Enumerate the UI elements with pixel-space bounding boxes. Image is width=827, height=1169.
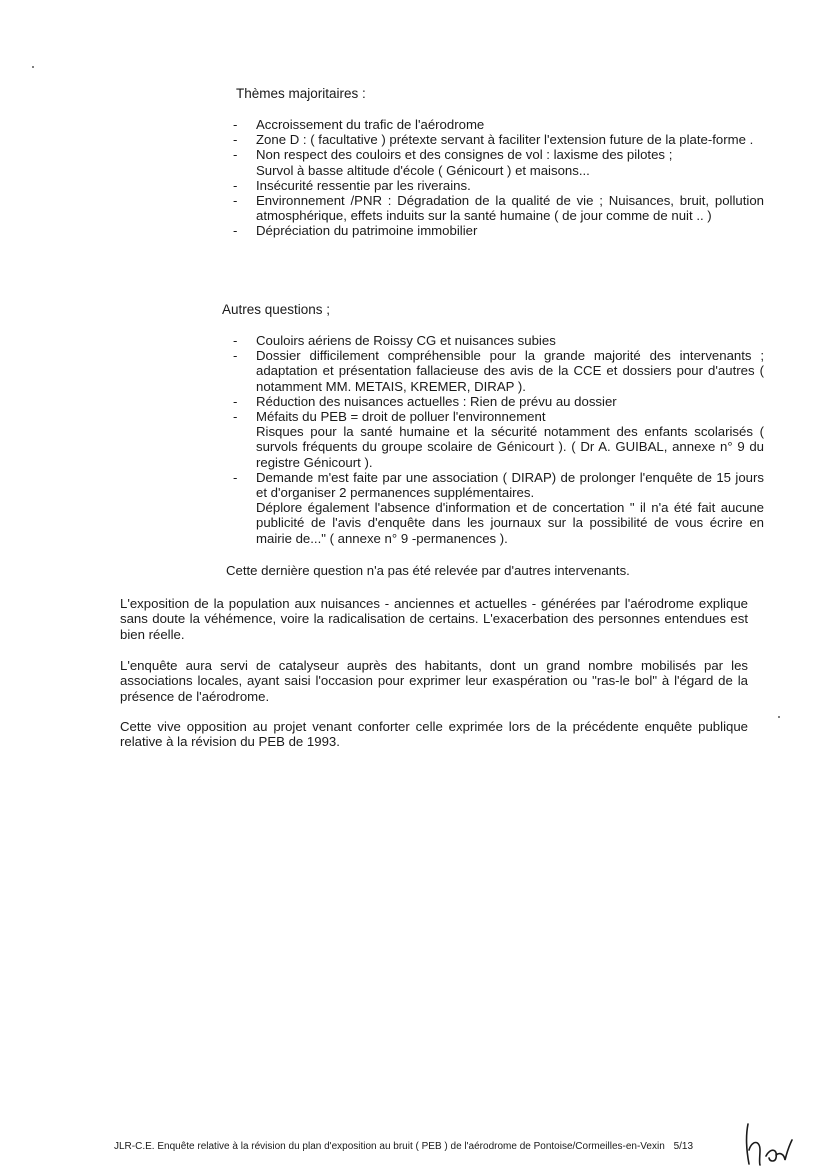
list-item	[236, 470, 764, 546]
list-item	[236, 178, 764, 193]
list-item-text: - Insécurité ressentie par les riverains.	[256, 177, 471, 193]
paragraph-opposition: Cette vive opposition au projet venant conforter celle exprimée lors de la précédente enquête publique relative à la révision du PEB de 1993.	[120, 719, 748, 750]
list-item-text: Survol à basse altitude d'école ( Génicourt ) et maisons...	[256, 162, 590, 178]
list-item	[236, 409, 764, 470]
list-item-text: Risques pour la santé humaine et la sécurité notamment des enfants scolarisés ( survols fréquents du groupe scolaire de Génicourt ). ( Dr A. GUIBAL, annexe n° 9 du registre Génicourt ).	[256, 424, 764, 470]
paragraph-enquete: L'enquête aura servi de catalyseur auprès des habitants, dont un grand nombre mobilisés par les associations locales, ayant saisi l'occasion pour exprimer leur exaspération ou "ras-le bol" à l'égard de la présence de l'aérodrome.	[120, 658, 748, 704]
list-item-text: - Demande m'est faite par une association ( DIRAP) de prolonger l'enquête de 15 jours et d'organiser 2 permanences supplémentaires.	[256, 469, 764, 501]
paragraph-exposition: L'exposition de la population aux nuisances - anciennes et actuelles - générées par l'aérodrome explique sans doute la véhémence, voire la radicalisation de certains. L'exacerbation des personnes entendues est bien réelle.	[120, 596, 748, 642]
list-item-text: - Accroissement du trafic de l'aérodrome	[256, 117, 485, 132]
other-questions-heading: Autres questions ;	[222, 302, 331, 317]
list-item-text: - Méfaits du PEB = droit de polluer l'environnement	[256, 409, 546, 425]
list-item-text: - Dépréciation du patrimoine immobilier	[256, 223, 478, 239]
list-item-text: Déplore également l'absence d'information et de concertation " il n'a été fait aucune publicité de l'avis d'enquête dans les journaux sur la possibilité de vous écrire en mairie de..." ( annexe n° 9 -permanences ).	[256, 500, 764, 546]
list-item	[236, 132, 764, 147]
other-questions-section	[222, 302, 764, 546]
list-item-text: - Dossier difficilement compréhensible pour la grande majorité des intervenants ; adaptation et présentation fallacieuse des avis de la CCE et dossiers pour d'autres ( notamment MM. METAIS, KREMER, DIRAP ).	[256, 348, 764, 394]
themes-section	[236, 86, 764, 239]
page-footer	[114, 1141, 693, 1153]
list-item	[236, 223, 764, 238]
list-item	[236, 193, 764, 223]
themes-heading: Thèmes majoritaires :	[236, 86, 366, 101]
list-item	[236, 348, 764, 394]
other-questions-list	[236, 333, 764, 546]
list-item-text: - Environnement /PNR : Dégradation de la qualité de vie ; Nuisances, bruit, pollution atmosphérique, effets induits sur la santé humaine ( de jour comme de nuit .. )	[256, 193, 764, 224]
list-item	[236, 333, 764, 348]
scan-speck	[778, 716, 780, 718]
list-item	[236, 394, 764, 409]
handwritten-initials-icon	[740, 1122, 800, 1166]
list-item-text: - Réduction des nuisances actuelles : Rien de prévu au dossier	[256, 393, 617, 409]
list-item-text: - Zone D : ( facultative ) prétexte servant à faciliter l'extension future de la plate-forme .	[256, 132, 754, 148]
list-item-text: - Non respect des couloirs et des consignes de vol : laxisme des pilotes ;	[256, 147, 673, 163]
scan-speck	[32, 66, 34, 68]
list-item	[236, 147, 764, 177]
footer-text: JLR-C.E. Enquête relative à la révision du plan d'exposition au bruit ( PEB ) de l'aérodrome de Pontoise/Cormeilles-en-Vexin	[114, 1141, 665, 1152]
closing-note: Cette dernière question n'a pas été relevée par d'autres intervenants.	[226, 563, 630, 578]
list-item-text: - Couloirs aériens de Roissy CG et nuisances subies	[256, 333, 556, 348]
themes-list	[236, 117, 764, 239]
list-item	[236, 117, 764, 132]
page-number: 5/13	[673, 1141, 694, 1152]
